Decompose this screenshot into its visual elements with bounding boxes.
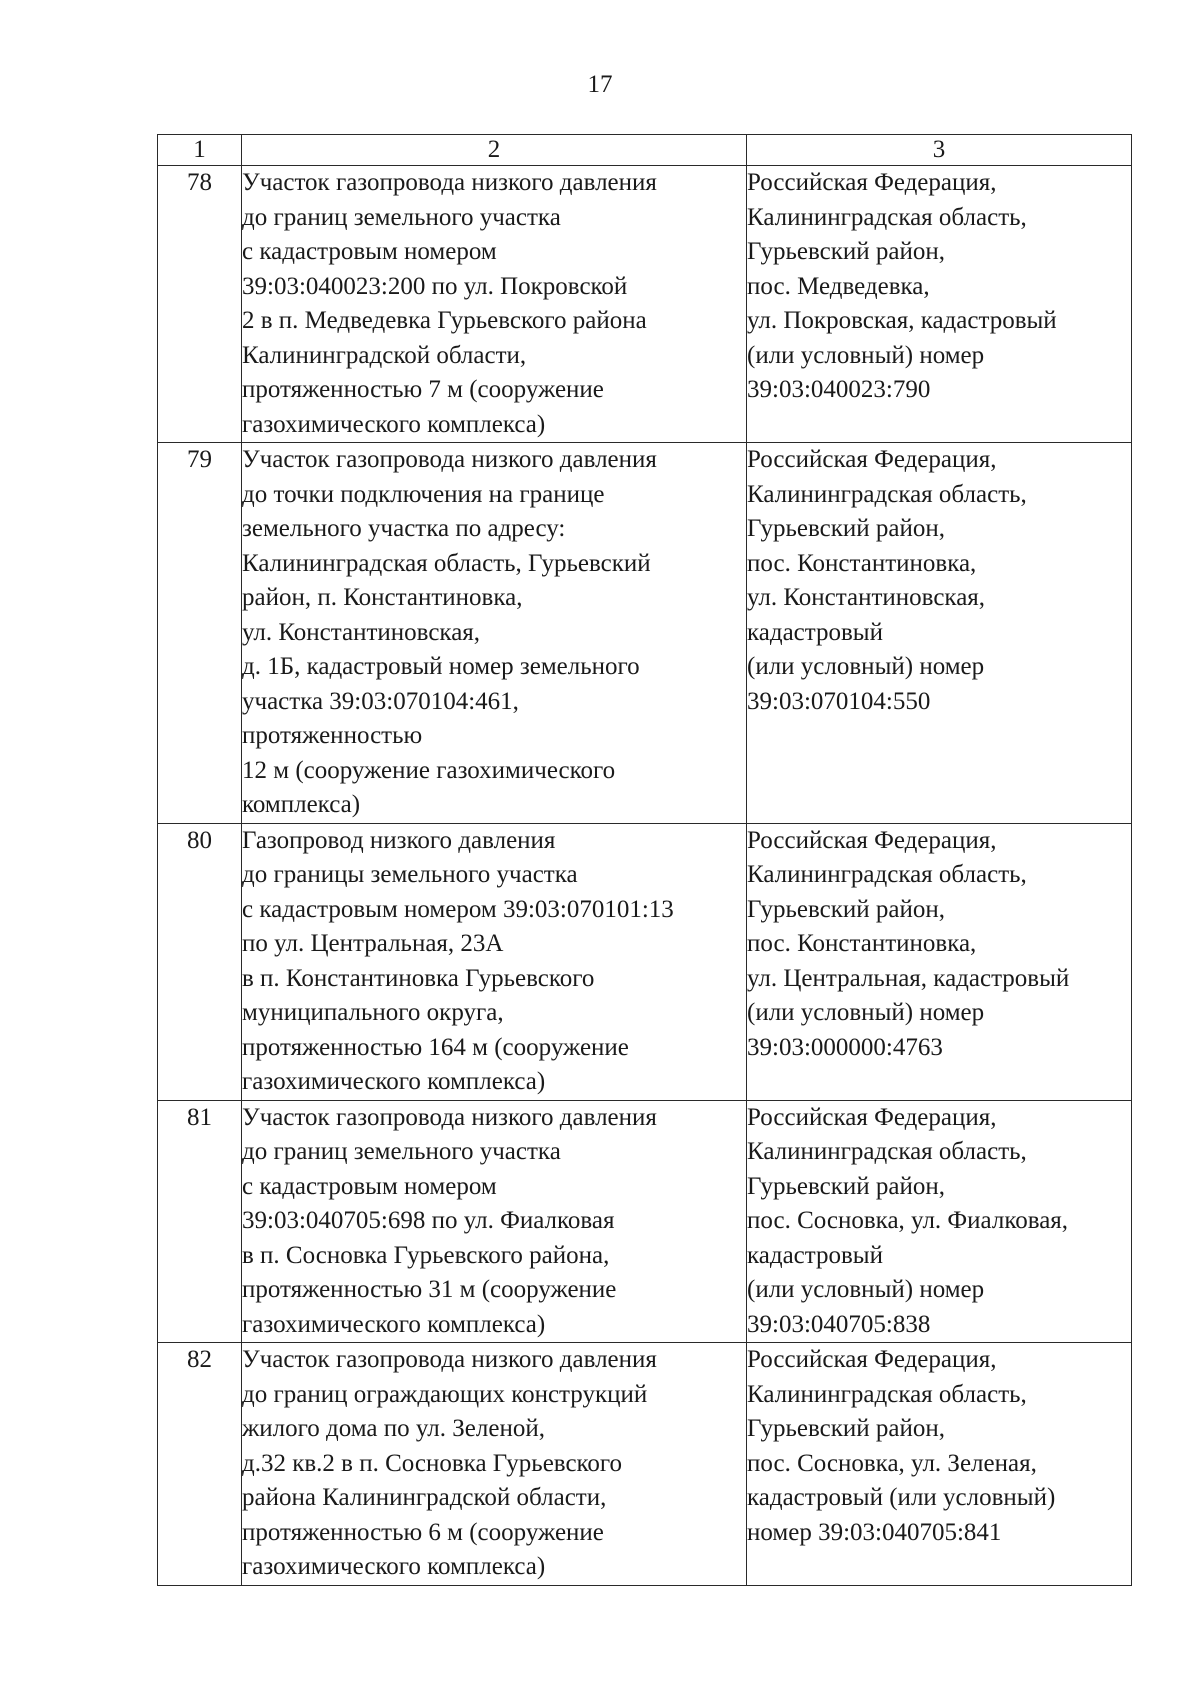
- object-description-line: по ул. Центральная, 23А: [242, 930, 504, 957]
- object-description-cell: [242, 1343, 747, 1586]
- location-line: кадастровый: [747, 1241, 883, 1269]
- table-row: [158, 1343, 1132, 1586]
- object-description-line: Участок газопровода низкого давления: [242, 446, 657, 473]
- location-line: пос. Константиновка,: [747, 930, 977, 957]
- location-line: кадастровый: [747, 618, 883, 646]
- object-description-line: газохимического комплекса): [242, 410, 546, 438]
- location-line: Гурьевский район,: [747, 238, 946, 265]
- location-line: Калининградская область,: [747, 203, 1027, 231]
- object-description-line: до границ земельного участка: [242, 203, 561, 231]
- location-line: пос. Сосновка, ул. Зеленая,: [747, 1449, 1037, 1477]
- column-header-2: 2: [242, 135, 747, 166]
- row-number: 81: [158, 1100, 242, 1343]
- page-number: 17: [587, 71, 613, 98]
- location-cell: [747, 823, 1132, 1100]
- object-description-line: протяженностью 7 м (сооружение: [242, 376, 604, 403]
- object-description-cell: [242, 166, 747, 443]
- location-line: (или условный) номер: [747, 1276, 985, 1303]
- location-line: Российская Федерация,: [747, 1346, 997, 1373]
- object-description-line: Участок газопровода низкого давления: [242, 169, 657, 196]
- row-number: 78: [158, 166, 242, 443]
- object-description-line: земельного участка по адресу:: [242, 515, 566, 542]
- object-description-line: газохимического комплекса): [242, 1310, 546, 1338]
- location-line: Гурьевский район,: [747, 895, 946, 923]
- column-header-3: 3: [747, 135, 1132, 166]
- location-line: пос. Сосновка, ул. Фиалковая,: [747, 1207, 1069, 1234]
- location-line: Калининградская область,: [747, 861, 1027, 888]
- object-description-line: 2 в п. Медведевка Гурьевского района: [242, 307, 647, 334]
- object-description-line: участка 39:03:070104:461,: [242, 687, 519, 715]
- object-description-line: 39:03:040023:200 по ул. Покровской: [242, 272, 628, 300]
- location-line: (или условный) номер: [747, 653, 985, 680]
- location-line: ул. Константиновская,: [747, 584, 986, 611]
- object-description-line: до границ ограждающих конструкций: [242, 1380, 648, 1408]
- row-number: 82: [158, 1343, 242, 1586]
- location-line: Российская Федерация,: [747, 826, 997, 854]
- location-line: кадастровый (или условный): [747, 1484, 1056, 1511]
- location-line: Калининградская область,: [747, 1138, 1027, 1165]
- location-line: пос. Медведевка,: [747, 272, 930, 300]
- location-line: 39:03:040023:790: [747, 376, 931, 403]
- location-line: номер 39:03:040705:841: [747, 1518, 1002, 1546]
- object-description-line: протяженностью 164 м (сооружение: [242, 1033, 629, 1061]
- object-description-line: с кадастровым номером: [242, 1172, 497, 1200]
- object-description-line: протяженностью: [242, 722, 423, 749]
- object-description-line: муниципального округа,: [242, 999, 504, 1026]
- location-line: 39:03:070104:550: [747, 687, 931, 715]
- object-description-line: ул. Константиновская,: [242, 618, 481, 646]
- location-line: 39:03:040705:838: [747, 1310, 931, 1338]
- object-description-line: Газопровод низкого давления: [242, 826, 556, 854]
- object-description-line: с кадастровым номером 39:03:070101:13: [242, 895, 674, 923]
- object-description-line: Участок газопровода низкого давления: [242, 1103, 657, 1131]
- object-description-line: Участок газопровода низкого давления: [242, 1346, 657, 1373]
- object-description-line: до границ земельного участка: [242, 1138, 561, 1165]
- object-description-cell: [242, 823, 747, 1100]
- object-description-line: Калининградская область, Гурьевский: [242, 549, 651, 577]
- table-row: [158, 443, 1132, 824]
- location-line: пос. Константиновка,: [747, 549, 977, 577]
- location-line: Калининградская область,: [747, 1380, 1027, 1408]
- table-row: [158, 166, 1132, 443]
- location-line: (или условный) номер: [747, 341, 985, 369]
- location-line: Российская Федерация,: [747, 1103, 997, 1131]
- object-description-line: протяженностью 31 м (сооружение: [242, 1276, 617, 1303]
- location-line: Калининградская область,: [747, 480, 1027, 508]
- object-description-line: до точки подключения на границе: [242, 480, 605, 508]
- location-line: Гурьевский район,: [747, 1415, 946, 1442]
- object-description-line: протяженностью 6 м (сооружение: [242, 1518, 604, 1546]
- object-description-line: в п. Константиновка Гурьевского: [242, 964, 595, 992]
- object-description-line: Калининградской области,: [242, 341, 527, 369]
- object-description-line: газохимического комплекса): [242, 1068, 546, 1095]
- row-number: 79: [158, 443, 242, 824]
- location-cell: [747, 166, 1132, 443]
- table-header-row: [158, 135, 1132, 166]
- object-description-cell: [242, 1100, 747, 1343]
- location-cell: [747, 1343, 1132, 1586]
- object-description-line: района Калининградской области,: [242, 1484, 607, 1511]
- object-description-line: д. 1Б, кадастровый номер земельного: [242, 653, 640, 680]
- object-description-line: комплекса): [242, 791, 361, 818]
- column-header-1: 1: [158, 135, 242, 166]
- location-cell: [747, 1100, 1132, 1343]
- object-description-line: д.32 кв.2 в п. Сосновка Гурьевского: [242, 1449, 623, 1477]
- location-line: Гурьевский район,: [747, 1172, 946, 1200]
- object-description-line: 39:03:040705:698 по ул. Фиалковая: [242, 1207, 615, 1234]
- object-description-line: газохимического комплекса): [242, 1553, 546, 1580]
- location-line: ул. Покровская, кадастровый: [747, 307, 1057, 334]
- table-row: [158, 1100, 1132, 1343]
- location-line: Гурьевский район,: [747, 515, 946, 542]
- location-line: (или условный) номер: [747, 999, 985, 1026]
- row-number: 80: [158, 823, 242, 1100]
- table-body: [158, 166, 1132, 1586]
- location-line: Российская Федерация,: [747, 446, 997, 473]
- location-line: ул. Центральная, кадастровый: [747, 964, 1070, 992]
- object-description-line: в п. Сосновка Гурьевского района,: [242, 1241, 610, 1269]
- location-cell: [747, 443, 1132, 824]
- object-description-line: район, п. Константиновка,: [242, 584, 523, 611]
- object-description-line: жилого дома по ул. Зеленой,: [242, 1415, 545, 1442]
- object-description-cell: [242, 443, 747, 824]
- object-description-line: 12 м (сооружение газохимического: [242, 756, 616, 784]
- table-row: [158, 823, 1132, 1100]
- registry-table: [157, 134, 1132, 1586]
- location-line: Российская Федерация,: [747, 169, 997, 196]
- object-description-line: до границы земельного участка: [242, 861, 578, 888]
- object-description-line: с кадастровым номером: [242, 238, 497, 265]
- location-line: 39:03:000000:4763: [747, 1033, 943, 1061]
